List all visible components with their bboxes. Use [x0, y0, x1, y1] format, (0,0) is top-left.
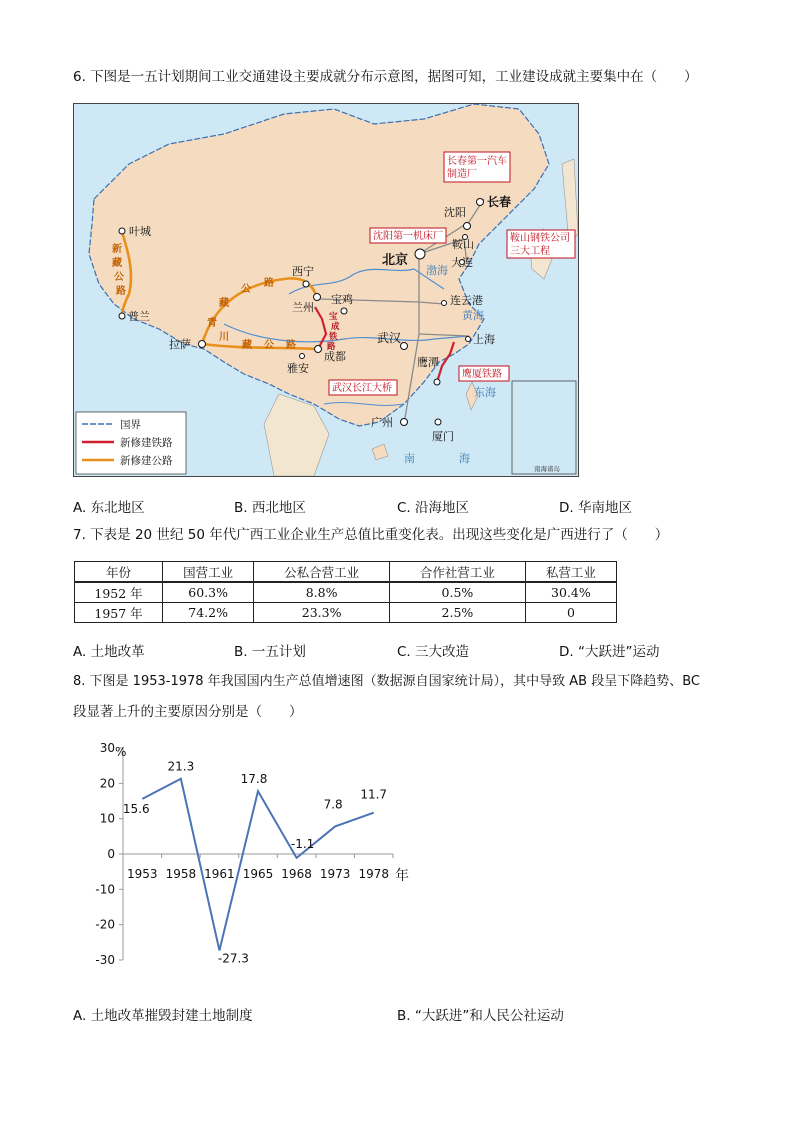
legend-label: 国界	[120, 419, 141, 431]
city-label: 厦门	[432, 430, 454, 443]
city-label: 雅安	[287, 362, 309, 375]
callout-text: 沈阳第一机床厂	[373, 231, 443, 242]
road-label: 青	[207, 318, 217, 329]
q6-option-c[interactable]: C. 沿海地区	[397, 500, 470, 516]
table-cell: 2.5%	[390, 603, 526, 623]
callout-text: 鞍山钢铁公司	[510, 233, 570, 244]
data-label: 7.8	[323, 797, 343, 812]
rail-label: 宝	[329, 312, 338, 322]
q7-option-d[interactable]: D. “大跃进”运动	[559, 644, 660, 660]
x-axis-unit: 年	[395, 868, 409, 884]
x-tick-label: 1961	[204, 867, 235, 881]
table-cell: 8.8%	[254, 582, 390, 603]
city-label: 大连	[451, 256, 473, 269]
x-tick-label: 1968	[281, 867, 312, 881]
data-label: -1.1	[290, 836, 315, 851]
q7-table	[74, 561, 617, 623]
city-label: 拉萨	[169, 338, 191, 351]
y-tick-label: -30	[95, 953, 115, 967]
x-tick-label: 1958	[165, 867, 197, 881]
table-cell: 0.5%	[390, 582, 526, 603]
q8-option-a[interactable]: A. 土地改革摧毁封建土地制度	[73, 1008, 253, 1024]
city-label: 上海	[473, 333, 495, 346]
rail-label: 路	[327, 342, 336, 352]
q8-stem-line2: 段显著上升的主要原因分别是（ ）	[73, 704, 303, 720]
q8-option-b[interactable]: B. “大跃进”和人民公社运动	[397, 1008, 564, 1024]
sea-label: 南	[404, 452, 415, 465]
y-tick-label: 10	[99, 811, 115, 826]
data-label: -27.3	[217, 951, 249, 966]
city-label: 成都	[324, 350, 346, 363]
rail-label: 铁	[329, 332, 338, 342]
x-tick-label: 1978	[358, 867, 389, 881]
gdp-growth-chart	[85, 740, 445, 970]
road-label: 公	[114, 272, 124, 283]
city-label: 沈阳	[444, 206, 466, 219]
callout-text: 武汉长江大桥	[332, 383, 392, 394]
data-label: 17.8	[240, 772, 268, 787]
table-row	[75, 582, 617, 603]
table-cell: 23.3%	[254, 603, 390, 623]
table-cell: 1952 年	[75, 582, 163, 603]
q7-stem: 7. 下表是 20 世纪 50 年代广西工业企业生产总值比重变化表。出现这些变化是广西进行了（ ）	[73, 527, 669, 543]
legend-label: 新修建公路	[120, 455, 173, 467]
road-label: 公	[264, 340, 274, 351]
road-label: 路	[286, 340, 296, 351]
sea-label: 黄海	[462, 309, 484, 322]
city-label: 广州	[371, 416, 393, 429]
q6-stem: 6. 下图是一五计划期间工业交通建设主要成就分布示意图，据图可知，工业建设成就主要集中在（ ）	[73, 69, 698, 85]
city-label: 长春	[487, 195, 512, 209]
road-label: 公	[241, 284, 251, 295]
callout-text: 制造厂	[447, 169, 477, 180]
table-cell: 74.2%	[163, 603, 254, 623]
x-tick-label: 1973	[319, 867, 351, 881]
sea-label: 海	[459, 452, 470, 465]
table-cell: 60.3%	[163, 582, 254, 603]
q6-option-b[interactable]: B. 西北地区	[234, 500, 306, 516]
road-label: 新	[112, 244, 122, 255]
q7-option-b[interactable]: B. 一五计划	[234, 644, 306, 660]
road-label: 藏	[219, 298, 229, 309]
data-label: 21.3	[167, 759, 195, 774]
road-label: 藏	[112, 258, 122, 269]
q6-option-d[interactable]: D. 华南地区	[559, 500, 632, 516]
south-sea-inset	[512, 381, 576, 474]
china-industry-map	[73, 103, 579, 477]
table-row	[75, 603, 617, 623]
y-tick-label: -20	[95, 917, 115, 932]
q6-option-a[interactable]: A. 东北地区	[73, 500, 145, 516]
x-tick-label: 1953	[127, 867, 158, 881]
table-header: 国营工业	[163, 562, 254, 583]
inset-label: 南海诸岛	[534, 465, 560, 473]
table-cell: 1957 年	[75, 603, 163, 623]
city-label: 普兰	[128, 310, 150, 323]
city-label: 鹰潭	[417, 356, 439, 369]
y-tick-label: 20	[99, 776, 115, 791]
table-cell: 0	[525, 603, 616, 623]
table-header: 合作社营工业	[390, 562, 526, 583]
city-label: 武汉	[377, 331, 402, 345]
q7-option-c[interactable]: C. 三大改造	[397, 644, 470, 660]
callout-text: 三大工程	[510, 246, 550, 257]
callout-text: 长春第一汽车	[447, 156, 507, 167]
road-label: 路	[264, 278, 274, 289]
table-cell: 30.4%	[525, 582, 616, 603]
city-label: 兰州	[292, 301, 314, 314]
sea-label: 东海	[474, 386, 496, 399]
sea-label: 渤海	[426, 264, 448, 277]
y-tick-label: 30	[99, 741, 115, 755]
road-label: 川	[219, 332, 229, 343]
rail-label: 成	[331, 322, 340, 332]
road-label: 路	[116, 286, 126, 297]
x-tick-label: 1965	[242, 867, 274, 881]
city-label: 鞍山	[452, 238, 474, 251]
road-label: 藏	[242, 340, 252, 351]
city-label: 连云港	[450, 294, 483, 307]
city-label: 北京	[382, 253, 409, 268]
table-header: 年份	[75, 562, 163, 583]
legend-label: 新修建铁路	[120, 437, 173, 449]
y-tick-label: 0	[107, 847, 115, 861]
city-label: 叶城	[129, 225, 151, 238]
callout-text: 鹰厦铁路	[462, 369, 502, 380]
q7-option-a[interactable]: A. 土地改革	[73, 644, 145, 660]
city-label: 宝鸡	[331, 293, 353, 306]
y-tick-label: -10	[95, 882, 115, 897]
q8-stem-line1: 8. 下图是 1953-1978 年我国国内生产总值增速图（数据源自国家统计局），其中导致 AB 段呈下降趋势、BC	[73, 674, 701, 689]
data-label: 15.6	[122, 801, 150, 816]
city-label: 西宁	[292, 265, 314, 278]
table-header: 公私合营工业	[254, 562, 390, 583]
data-label: 11.7	[360, 787, 388, 802]
map-legend	[76, 412, 186, 474]
y-axis-unit: %	[115, 745, 127, 759]
table-header: 私营工业	[525, 562, 616, 583]
